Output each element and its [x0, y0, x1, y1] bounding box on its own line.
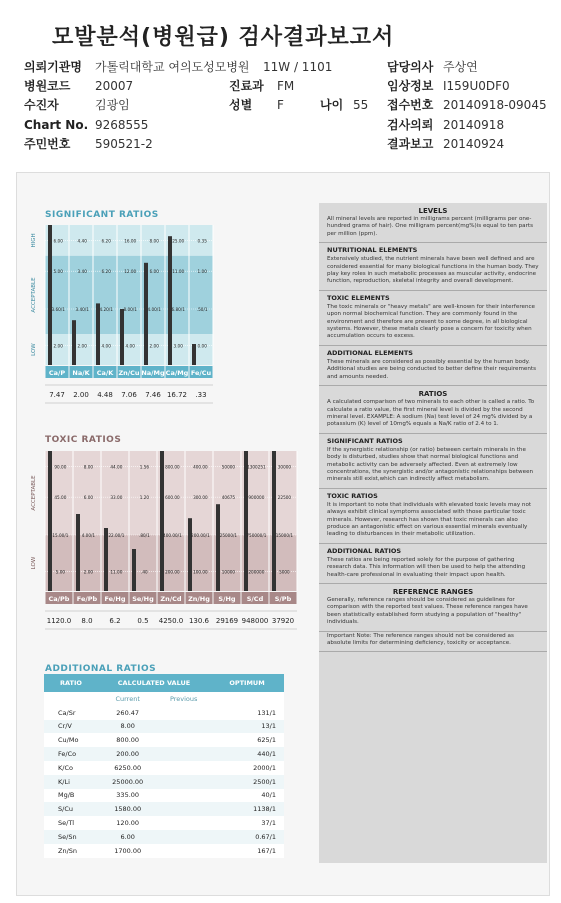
additional-ratio-row: [44, 844, 284, 858]
data-label: 7.46: [145, 391, 161, 399]
info-heading: NUTRITIONAL ELEMENTS: [327, 246, 418, 255]
ratio-current: 6250.00: [114, 763, 142, 772]
info-block: [319, 291, 547, 346]
tick-label: 4.00: [101, 343, 111, 349]
data-label: 130.6: [188, 617, 210, 625]
bar-ca-p: [48, 225, 52, 365]
tick-label: 6.00: [53, 238, 63, 244]
tick-label: .50/1: [196, 307, 208, 312]
tick-label: 44.00: [110, 464, 123, 470]
zone-label: ACCEPTABLE: [31, 475, 37, 511]
data-label: 0.5: [137, 617, 149, 625]
tick-label: 800.00: [165, 464, 180, 470]
toxic-ratios-title: TOXIC RATIOS: [45, 435, 122, 445]
data-label: 4250.0: [158, 617, 184, 625]
category-label: Zn/Hg: [188, 595, 210, 603]
tick-label: 30000: [277, 464, 292, 470]
data-label: 6.2: [109, 617, 121, 625]
age-label: 나이: [320, 98, 344, 112]
category-label: S/Cd: [246, 595, 264, 603]
ratio-current: 335.00: [116, 791, 140, 800]
ratio-current: 1580.00: [114, 805, 142, 814]
tick-label: 750000/1: [246, 533, 267, 538]
ratio-name: K/Co: [58, 763, 73, 772]
tick-label: 3.40/1: [75, 307, 89, 312]
ratio-previous: [157, 706, 210, 720]
tick-label: 5.00: [55, 569, 66, 575]
significant-ratios-svg: [23, 219, 223, 405]
clinical-info-label: 임상정보: [387, 79, 434, 93]
tick-label: 4.20/1: [99, 307, 113, 312]
zone-label: HIGH: [31, 233, 37, 248]
additional-ratio-row: [44, 775, 284, 789]
additional-ratio-row: [44, 747, 284, 761]
data-label: 37920: [271, 617, 295, 625]
tick-label: 900000: [248, 495, 265, 501]
tick-label: 50000: [221, 464, 236, 470]
tick-label: 1.56: [139, 464, 150, 470]
ratio-optimum: 1138/1: [253, 805, 276, 814]
ratio-current: 1700.00: [114, 846, 142, 855]
result-report-label: 결과보고: [387, 137, 434, 151]
tick-label: 5.00: [53, 269, 63, 275]
additional-ratio-row: [44, 720, 284, 734]
info-text: If the synergistic relationship (or ratio) between certain minerals in the body is disturbed, studies show that normal biological functions and metabolic activity can be adversely affected. Even at extremely low concentrations, the synergistic and/or antagonistic relationships between minerals still exist,which can indirectly affect metabolism.: [327, 446, 534, 483]
tick-label: 45.00: [54, 495, 67, 501]
info-block: [319, 386, 547, 434]
tick-label: 8.00: [149, 238, 159, 244]
tick-label: 100.00: [193, 569, 208, 575]
id-no-value: 590521-2: [95, 137, 153, 151]
tick-label: 2.00: [77, 343, 87, 349]
category-label: Ca/Mg: [165, 369, 189, 377]
info-text: Important Note: The reference ranges should not be considered as absolute limits for determining deficiency, toxicity or acceptance.: [327, 632, 514, 647]
id-no-label: 주민번호: [24, 137, 71, 151]
category-label: Zn/Cd: [160, 595, 182, 603]
tick-label: 400.00/1: [163, 533, 182, 538]
tick-label: 2.00: [83, 569, 94, 575]
ratio-previous: [157, 789, 210, 803]
category-label: Na/K: [72, 369, 90, 377]
bar-na-k: [72, 320, 76, 365]
tick-label: 200.00/1: [191, 533, 210, 538]
ratio-previous: [157, 802, 210, 816]
bar-zn-cd: [160, 451, 164, 591]
additional-ratio-row: [44, 706, 284, 720]
category-label: S/Pb: [274, 595, 292, 603]
additional-ratio-row: [44, 816, 284, 830]
tick-label: 6.00: [149, 269, 159, 275]
tick-label: 10000: [221, 569, 236, 575]
data-label: 1120.0: [46, 617, 72, 625]
additional-ratio-row: [44, 802, 284, 816]
tick-label: 1.20: [139, 495, 150, 501]
tick-label: 15.00/1: [52, 533, 69, 538]
ratio-optimum: 2000/1: [253, 763, 276, 772]
tick-label: 3.40: [77, 269, 87, 275]
ratio-optimum: 40/1: [261, 791, 276, 800]
tick-label: 2.00: [53, 343, 63, 349]
category-label: Na/Mg: [141, 369, 165, 377]
ratio-previous: [157, 761, 210, 775]
ratio-previous: [157, 720, 210, 734]
institution-label: 의뢰기관명: [24, 60, 82, 74]
toxic-ratios-chart: [23, 445, 305, 635]
bar-s-pb: [272, 451, 276, 591]
tick-label: .80/1: [139, 533, 150, 538]
ratio-optimum: 625/1: [257, 736, 276, 745]
hospital-code-label: 병원코드: [24, 79, 71, 93]
chart-no-label: Chart No.: [24, 118, 89, 132]
ratio-current: 25000.00: [112, 777, 144, 786]
data-label: 8.0: [81, 617, 93, 625]
tick-label: 22500: [277, 495, 292, 501]
tick-label: 3.60/1: [51, 307, 65, 312]
bar-na-mg: [144, 263, 148, 365]
info-heading: TOXIC ELEMENTS: [327, 293, 390, 302]
receiver-label: 수진자: [24, 98, 59, 112]
zone-band: [45, 535, 297, 591]
tick-label: 8.00: [83, 464, 94, 470]
doctor-label: 담당의사: [387, 60, 434, 74]
tick-label: 12.00: [124, 269, 137, 275]
data-label: 948000: [241, 617, 269, 625]
info-heading: REFERENCE RANGES: [392, 588, 474, 596]
info-text: The toxic minerals or "heavy metals" are well-known for their interference upon normal biochemical function. They are commonly found in the environment and therefore are present to some degree, in all biological systems. However, these metals clearly pose a concern for toxicity when accumulation occurs to excess.: [327, 303, 536, 340]
ratio-name: Mg/B: [58, 791, 75, 800]
additional-ratio-row: [44, 830, 284, 844]
ratio-current: 800.00: [116, 736, 140, 745]
calculated-header: CALCULATED VALUE: [98, 674, 210, 692]
info-block: [319, 434, 547, 489]
tick-label: 600.00: [165, 495, 180, 501]
info-heading: LEVELS: [418, 207, 448, 215]
tick-label: 8.00/1: [123, 307, 137, 312]
ratio-current: 8.00: [120, 722, 135, 731]
info-panel: [319, 203, 547, 863]
ratio-current: 6.00: [120, 832, 135, 841]
data-label: 7.06: [121, 391, 137, 399]
info-text: All mineral levels are reported in milligrams percent (milligrams per one-hundred grams of hair). One milligram percent(mg%)is equal to ten parts per million (ppm).: [327, 216, 534, 237]
significant-ratios-chart: [23, 219, 223, 409]
tick-label: 200000: [248, 569, 265, 575]
tick-label: 0.35: [197, 238, 207, 244]
patient-row-1: [24, 58, 82, 76]
bar-se-hg: [132, 549, 136, 591]
ratio-previous: [157, 733, 210, 747]
ratio-optimum: 0.67/1: [255, 832, 276, 841]
additional-ratios-body: [44, 706, 284, 858]
bar-ca-mg: [168, 236, 172, 365]
category-label: Fe/Cu: [190, 369, 212, 377]
info-text: It is important to note that individuals with elevated toxic levels may not always exhibit clinical symptoms associated with those particular toxic minerals. However, research has shown that toxic minerals can also produce an antagonistic effect on various essential minerals eventually leading to disturbances in their metabolic utilization.: [327, 501, 532, 538]
ratio-optimum: 440/1: [257, 750, 276, 759]
bar-s-cd: [244, 451, 248, 591]
data-label: 29169: [215, 617, 239, 625]
tick-label: 4.00/1: [147, 307, 161, 312]
zone-band: [45, 256, 213, 334]
tick-label: 90.00: [54, 464, 67, 470]
info-heading: RATIOS: [418, 390, 448, 399]
tick-label: 400.00: [193, 464, 208, 470]
info-text: Generally, reference ranges should be considered as guidelines for comparison with the reported test values. These reference ranges have been statistically established form studying a population of "healthy" individuals.: [327, 597, 528, 626]
info-block: [319, 584, 547, 632]
optimum-header: OPTIMUM: [210, 674, 284, 692]
info-block: [319, 243, 547, 291]
tick-label: 22.00/1: [108, 533, 125, 538]
category-label: Ca/Pb: [48, 595, 70, 603]
zone-label: ACCEPTABLE: [31, 277, 37, 313]
info-block: [319, 203, 547, 243]
data-label: 16.72: [166, 391, 188, 399]
previous-subheader: Previous: [169, 694, 198, 703]
category-label: Ca/P: [48, 369, 66, 377]
ratio-name: Zn/Sn: [58, 846, 78, 855]
current-subheader: Current: [115, 694, 140, 703]
tick-label: 25000/1: [219, 533, 238, 538]
ratio-name: Cu/Mo: [58, 736, 79, 745]
chart-no-value: 9268555: [95, 118, 149, 132]
ratio-current: 260.47: [116, 708, 140, 717]
info-block: [319, 346, 547, 386]
category-label: S/Hg: [218, 595, 236, 603]
bar-zn-cu: [120, 309, 124, 365]
category-label: Ca/K: [96, 369, 114, 377]
department-value: FM: [277, 79, 295, 93]
bar-ca-pb: [48, 451, 52, 591]
receiver-value: 김광임: [95, 98, 130, 112]
test-request-label: 검사의뢰: [387, 118, 434, 132]
ratio-current: 120.00: [116, 819, 140, 828]
clinical-info-value: I159U0DF0: [443, 79, 510, 93]
tick-label: 6.00: [83, 495, 94, 501]
ratio-optimum: 167/1: [257, 846, 276, 855]
ratio-name: S/Cu: [58, 805, 73, 814]
tick-label: 1.00: [197, 269, 207, 275]
info-text: These ratios are being reported solely for the purpose of gathering research data. This information will then be used to help the attending health-care professional in evaluating their impact upon health.: [327, 556, 526, 578]
zone-label: LOW: [31, 556, 37, 570]
info-heading: TOXIC RATIOS: [327, 491, 378, 500]
ratio-name: Se/Sn: [58, 832, 77, 841]
ward-value: 11W / 1101: [263, 60, 333, 74]
data-label: 4.48: [97, 391, 113, 399]
institution-value: 가톨릭대학교 여의도성모병원: [95, 60, 250, 74]
ratio-name: Fe/Co: [58, 750, 77, 759]
tick-label: 4.00: [125, 343, 135, 349]
scanned-report-page: [16, 172, 550, 896]
zone-band: [45, 334, 213, 365]
ratio-previous: [157, 830, 210, 844]
category-label: Zn/Cu: [118, 369, 140, 377]
tick-label: 11.00: [110, 569, 123, 575]
data-label: 7.47: [49, 391, 65, 399]
ratio-name: K/Li: [58, 777, 70, 786]
info-text: Extensively studied, the nutrient minerals have been well defined and are considered essential for many biological functions in the human body. They play key roles in such metabolic processes as muscular activity, endocrine function, reproduction, skeletal integrity and overall development.: [327, 256, 539, 285]
department-label: 진료과: [229, 79, 264, 93]
ratio-name: Ca/Sr: [58, 708, 76, 717]
ratio-previous: [157, 775, 210, 789]
info-text: A calculated comparison of two minerals to each other is called a ratio. To calculate a ratio value, the first mineral level is divided by the second mineral level. EXAMPLE: A sodium (Na) test level of 24 mg% divided by a potassium (K) level of 10mg% equals a Na/K ratio of 2.4 to 1.: [327, 399, 535, 428]
doctor-value: 주상연: [443, 60, 478, 74]
tick-label: 40675: [221, 495, 236, 501]
zone-label: LOW: [31, 343, 37, 356]
ratio-name: Se/Tl: [58, 819, 75, 828]
info-text: These minerals are considered as possibly essential by the human body. Additional studies are being conducted to better define their requirements and amounts needed.: [327, 358, 536, 380]
info-block: [319, 489, 547, 544]
ratio-optimum: 2500/1: [253, 777, 276, 786]
ratio-header: RATIO: [44, 674, 98, 692]
ratio-previous: [157, 844, 210, 858]
additional-ratio-row: [44, 761, 284, 775]
data-label: .33: [195, 391, 207, 399]
ratio-optimum: 37/1: [261, 819, 276, 828]
tick-label: 4.40: [77, 238, 87, 244]
info-heading: ADDITIONAL ELEMENTS: [327, 348, 413, 357]
ratio-optimum: 13/1: [261, 722, 276, 731]
bar-zn-hg: [188, 518, 192, 591]
info-heading: SIGNIFICANT RATIOS: [327, 436, 403, 445]
result-report-value: 20140924: [443, 137, 505, 151]
age-value: 55: [353, 98, 369, 112]
tick-label: 15000/1: [275, 533, 294, 538]
ratio-current: 200.00: [116, 750, 140, 759]
significant-ratios-title: SIGNIFICANT RATIOS: [45, 210, 159, 220]
toxic-ratios-svg: [23, 445, 305, 631]
bar-fe-pb: [76, 514, 80, 591]
info-block: [319, 544, 547, 584]
receipt-no-value: 20140918-09045: [443, 98, 547, 112]
tick-label: 11.00: [172, 269, 185, 275]
tick-label: 0.00: [197, 343, 207, 349]
category-label: Se/Hg: [132, 595, 154, 603]
info-heading: ADDITIONAL RATIOS: [327, 546, 402, 555]
tick-label: .40: [141, 569, 148, 575]
bar-fe-cu: [192, 344, 196, 365]
sex-value: F: [277, 98, 284, 112]
ratio-previous: [157, 816, 210, 830]
tick-label: 3.00: [173, 343, 183, 349]
tick-label: 200.00: [165, 569, 180, 575]
hospital-code-value: 20007: [95, 79, 134, 93]
additional-ratio-row: [44, 733, 284, 747]
tick-label: 16.00: [124, 238, 137, 244]
ratio-optimum: 131/1: [257, 708, 276, 717]
sex-label: 성별: [229, 98, 253, 112]
tick-label: 4.00/1: [81, 533, 96, 538]
bar-ca-k: [96, 303, 100, 365]
category-label: Fe/Hg: [104, 595, 126, 603]
ratio-previous: [157, 747, 210, 761]
test-request-value: 20140918: [443, 118, 505, 132]
tick-label: 5000: [279, 569, 290, 575]
bar-s-hg: [216, 504, 220, 591]
ratio-name: Cr/V: [58, 722, 72, 731]
data-label: 2.00: [73, 391, 89, 399]
additional-ratio-row: [44, 789, 284, 803]
tick-label: 1300251: [247, 464, 266, 470]
tick-label: 6.20: [101, 238, 111, 244]
info-block: [319, 632, 547, 653]
additional-ratios-title: ADDITIONAL RATIOS: [45, 664, 157, 674]
additional-ratios-table: [44, 674, 284, 858]
category-label: Fe/Pb: [76, 595, 98, 603]
receipt-no-label: 접수번호: [387, 98, 434, 112]
tick-label: 33.00: [110, 495, 123, 501]
tick-label: 6.20: [101, 269, 111, 275]
tick-label: 300.00: [193, 495, 208, 501]
tick-label: 6.80/1: [171, 307, 185, 312]
tick-label: 2.00: [149, 343, 159, 349]
report-title: 모발분석(병원급) 검사결과보고서: [52, 25, 395, 50]
tick-label: 25.00: [172, 238, 185, 244]
